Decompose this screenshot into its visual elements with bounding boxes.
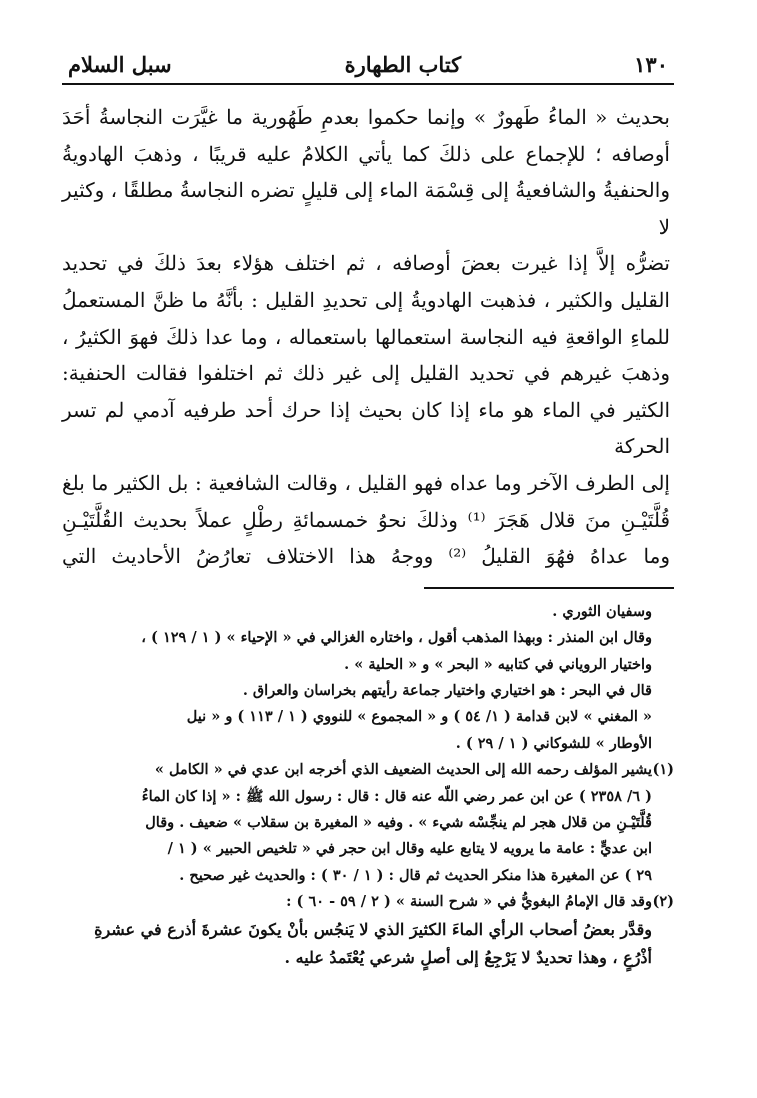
footnote-line: ( ٦/ ٢٣٥٨ ) عن ابن عمر رضي اللّه عنه قال : قال : رسول الله ﷺ : « إذا كان الماءُ	[141, 787, 652, 805]
footnote-number: (١)	[652, 761, 674, 779]
footnote-line: وقد قال الإمامُ البغويُّ في « شرح السنة » ( ٢ / ٥٩ - ٦٠ ) :	[286, 893, 652, 911]
main-line: للماءِ الواقعةِ فيه النجاسة استعمالها باستعماله ، وما عدا ذلكَ فهوَ الكثيرُ ،	[62, 324, 670, 349]
footnote-line: أذْرُعٍ ، وهذا تحديدٌ لا يَرْجِعُ إلى أصلٍ شرعي يُعْتَمدُ عليه .	[284, 947, 652, 967]
footnote-line: ابن عديٍّ : عامة ما يرويه لا يتابع عليه وقال ابن حجر في « تلخيص الحبير » ( ١ /	[167, 840, 652, 858]
document-page	[62, 52, 674, 972]
footnotes	[62, 599, 674, 972]
footnote-separator	[424, 587, 674, 589]
footnote-line: الأوطار » للشوكاني ( ١ / ٢٩ ) .	[455, 734, 652, 752]
footnote-line: وقدَّر بعضُ أصحاب الرأي الماءَ الكثيرَ الذي لا يَنجُس بأنْ يكونَ عشرةَ أذرع في عشرةِ	[94, 919, 652, 939]
footnote-line: « المغني » لابن قدامة ( ١/ ٥٤ ) و « المجموع » للنووي ( ١ / ١١٣ ) و « نيل	[186, 708, 652, 726]
page-number: ١٣٠	[634, 52, 668, 77]
chapter-title: كتاب الطهارة	[344, 52, 462, 77]
main-line: والحنفيةُ والشافعيةُ إلى قِسْمَة الماء إلى قليلٍ تضره النجاسةُ مطلقًا ، وكثير لا	[62, 178, 670, 239]
main-line: الكثير في الماء هو ماء إذا كان بحيث إذا حرك أحد طرفيه آدمي لم تسر الحركة	[62, 397, 670, 459]
book-title: سبل السلام	[68, 52, 172, 77]
footnote-line: ٢٩ ) عن المغيرة هذا منكر الحديث ثم قال : ( ١ / ٣٠ ) : والحديث غير صحيح .	[179, 866, 652, 884]
main-line: إلى الطرف الآخر وما عداه فهو القليل ، وقالت الشافعية : بل الكثير ما بلغ	[62, 470, 670, 495]
main-text	[62, 99, 674, 575]
footnote-line: يشير المؤلف رحمه الله إلى الحديث الضعيف الذي أخرجه ابن عدي في « الكامل »	[154, 761, 652, 779]
footnote-line: وقال ابن المنذر : وبهذا المذهب أقول ، واختاره الغزالي في « الإحياء » ( ١ / ١٢٩ ) ،	[141, 629, 652, 647]
footnote-line: وسفيان الثوري .	[552, 602, 652, 620]
footnote-line: قال في البحر : هو اختياري واختيار جماعة رأيتهم بخراسان والعراق .	[242, 681, 652, 699]
footnote-line: واختيار الروياني في كتابيه « البحر » و « الحلية » .	[344, 655, 652, 673]
main-line: قُلَّتَيْـنِ منَ قلال هَجَرَ ⁽¹⁾ وذلكَ نحوُ خمسمائةِ رطْلٍ عملاً بحديث القُلَّتَيْـنِ	[62, 507, 670, 532]
main-line: وذهبَ غيرهم في تحديد القليل إلى غير ذلك ثم اختلفوا فقالت الحنفية:	[62, 361, 670, 386]
main-line: أوصافه ؛ للإجماع على ذلكَ كما يأتي الكلامُ عليه قريبًا ، وذهبَ الهادويةُ	[62, 141, 670, 166]
footnote-number: (٢)	[652, 893, 674, 911]
footnote-line: قُلَّتَيْـنِ من قلال هجر لم ينجِّسْه شيء » . وفيه « المغيرة بن سقلاب » ضعيف . وقال	[145, 813, 652, 831]
footnote-2	[62, 889, 674, 971]
main-line: القليل والكثير ، فذهبت الهادويةُ إلى تحديدِ القليل : بأنَّهُ ما ظنَّ المستعملُ	[62, 287, 670, 312]
footnote-1	[62, 757, 674, 889]
main-line: تضرُّه إلاَّ إذا غيرت بعضَ أوصافه ، ثم اختلف هؤلاء بعدَ ذلكَ في تحديد	[62, 251, 670, 276]
main-line: بحديث « الماءُ طَهورٌ » وإنما حكموا بعدمِ طَهُورية ما غيَّرَت النجاسةُ أحَدَ	[62, 105, 670, 129]
main-line: وما عداهُ فهُوَ القليلُ ⁽²⁾ ووجهُ هذا الاختلاف تعارُضُ الأحاديث التي	[62, 544, 670, 569]
running-header	[62, 52, 674, 85]
footnote-continuation	[62, 599, 674, 757]
